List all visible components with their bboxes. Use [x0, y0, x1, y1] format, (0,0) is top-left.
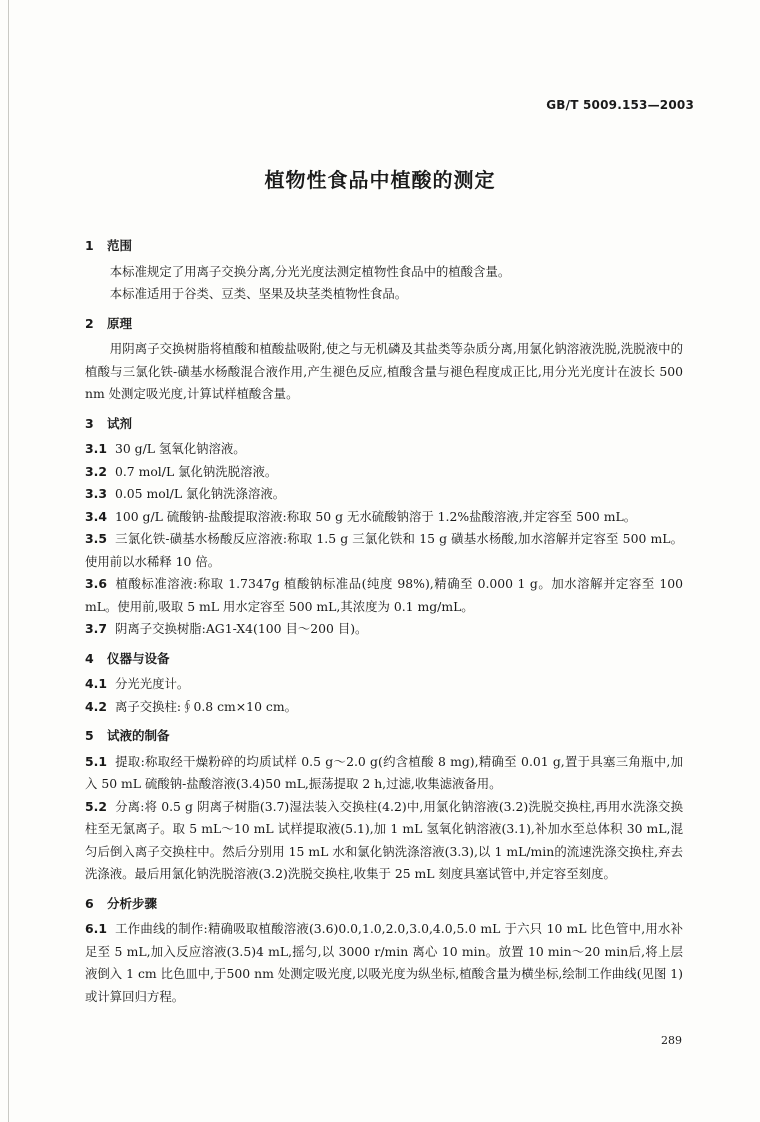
- list-item: 5.2 分离:将 0.5 g 阴离子树脂(3.7)湿法装入交换柱(4.2)中,用氯化钠溶液(3.2)洗脱交换柱,再用水洗涤交换柱至无氯离子。取 5 mL～10 mL 试样提取液(5.1),加 1 mL 氢氧化钠溶液(3.1),补加水至总体积 30 mL,混匀后倒入离子交换柱中。然后分别用 15 mL 水和氯化钠洗涤溶液(3.3),以 1 mL/min的流速洗涤交换柱,弃去洗涤液。最后用氯化钠洗脱溶液(3.2)洗脱交换柱,收集于 25 mL 刻度具塞试管中,并定容至刻度。: [85, 798, 683, 881]
- list-item: 3.1 30 g/L 氢氧化钠溶液。: [85, 441, 246, 456]
- section-heading: 2 原理: [85, 315, 133, 331]
- list-item: 3.7 阴离子交换树脂:AG1-X4(100 目～200 目)。: [85, 621, 368, 636]
- paragraph: 本标准规定了用离子交换分离,分光光度法测定植物性食品中的植酸含量。: [109, 263, 511, 279]
- list-item: 4.2 离子交换柱:∮0.8 cm×10 cm。: [85, 698, 297, 714]
- section-heading: 5 试液的制备: [85, 728, 170, 743]
- page-number: 289: [661, 1034, 682, 1047]
- section-apparatus: [85, 648, 683, 719]
- document-body: [85, 228, 683, 1012]
- standard-number: GB/T 5009.153—2003: [546, 98, 694, 112]
- paragraph: 本标准适用于谷类、豆类、坚果及块茎类植物性食品。: [109, 286, 408, 301]
- list-item: 3.3 0.05 mol/L 氯化钠洗涤溶液。: [85, 486, 286, 501]
- paragraph: 用阴离子交换树脂将植酸和植酸盐吸附,使之与无机磷及其盐类等杂质分离,用氯化钠溶液洗脱,洗脱液中的植酸与三氯化铁-磺基水杨酸混合液作用,产生褪色反应,植酸含量与褪色程度成正比,用分光光度计在波长 500 nm 处测定吸光度,计算试样植酸含量。: [85, 341, 683, 401]
- list-item: 4.1 分光光度计。: [85, 676, 190, 691]
- list-item: 5.1 提取:称取经干燥粉碎的均质试样 0.5 g～2.0 g(约含植酸 8 mg),精确至 0.01 g,置于具塞三角瓶中,加入 50 mL 硫酸钠-盐酸溶液(3.4)50 mL,振荡提取 2 h,过滤,收集滤液备用。: [85, 753, 683, 791]
- document-title: 植物性食品中植酸的测定: [264, 168, 496, 192]
- section-sample-preparation: [85, 725, 683, 886]
- section-scope: [85, 235, 683, 306]
- section-procedure: [85, 893, 683, 1009]
- list-item: 6.1 工作曲线的制作:精确吸取植酸溶液(3.6)0.0,1.0,2.0,3.0,4.0,5.0 mL 于六只 10 mL 比色管中,用水补足至 5 mL,加入反应溶液(3.5)4 mL,摇匀,以 3000 r/min 离心 10 min。放置 10 min～20 min后,将上层液倒入 1 cm 比色皿中,于500 nm 处测定吸光度,以吸光度为纵坐标,植酸含量为横坐标,绘制工作曲线(见图 1)或计算回归方程。: [85, 921, 683, 1004]
- section-principle: [85, 313, 683, 406]
- list-item: 3.6 植酸标准溶液:称取 1.7347g 植酸钠标准品(纯度 98%),精确至 0.000 1 g。加水溶解并定容至 100 mL。使用前,吸取 5 mL 用水定容至 500 mL,其浓度为 0.1 mg/mL。: [85, 576, 683, 614]
- section-heading: 6 分析步骤: [85, 895, 158, 911]
- list-item: 3.4 100 g/L 硫酸钠-盐酸提取溶液:称取 50 g 无水硫酸钠溶于 1.2%盐酸溶液,并定容至 500 mL。: [85, 508, 637, 524]
- list-item: 3.2 0.7 mol/L 氯化钠洗脱溶液。: [85, 463, 278, 479]
- section-heading: 4 仪器与设备: [85, 650, 170, 666]
- section-reagents: [85, 413, 683, 641]
- list-item: 3.5 三氯化铁-磺基水杨酸反应溶液:称取 1.5 g 三氯化铁和 15 g 磺基水杨酸,加水溶解并定容至 500 mL。使用前以水稀释 10 倍。: [85, 531, 683, 569]
- section-heading: 1 范围: [85, 238, 133, 253]
- section-heading: 3 试剂: [85, 415, 133, 431]
